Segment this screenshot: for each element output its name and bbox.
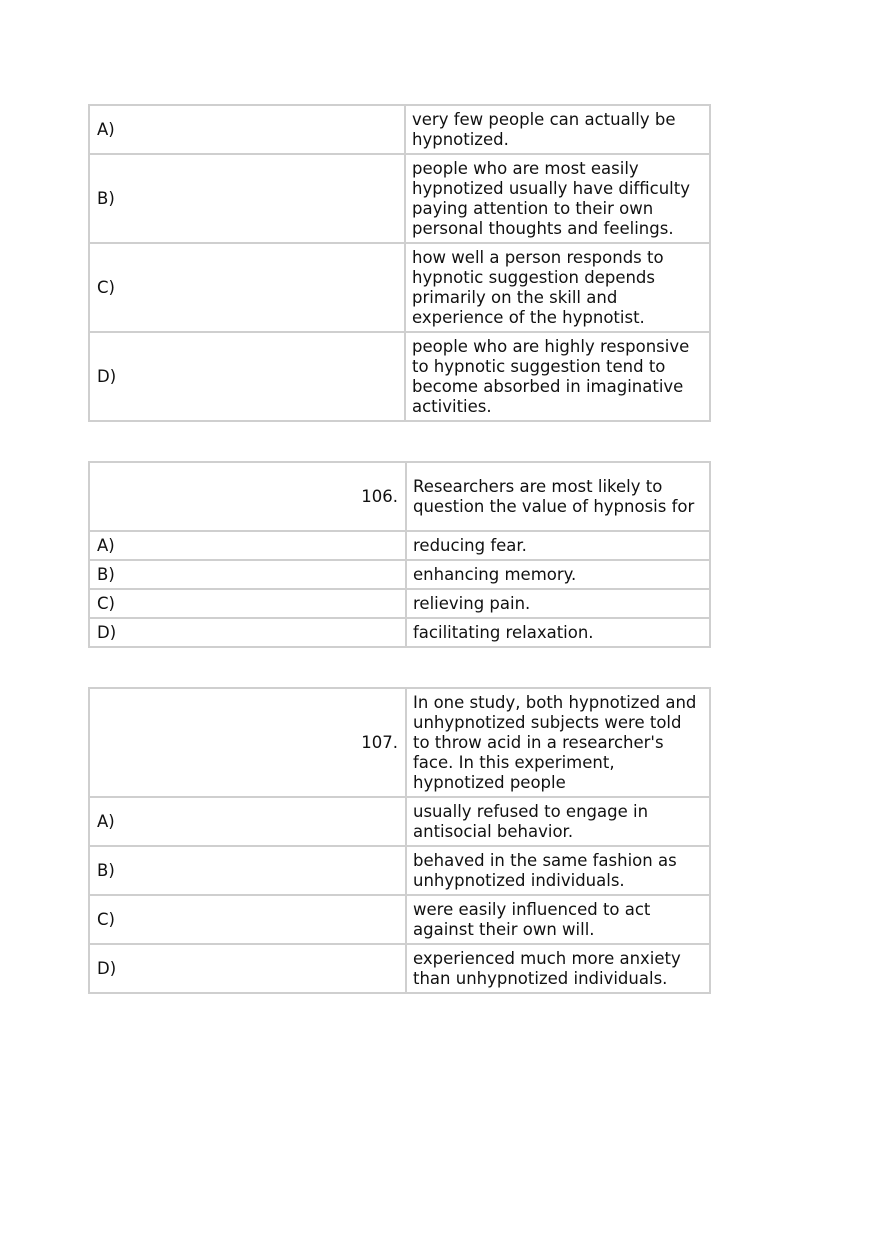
option-label: A) <box>89 531 406 560</box>
option-text: how well a person responds to hypnotic suggestion depends primarily on the skill and experience of the hypnotist. <box>405 243 710 332</box>
question-text: Researchers are most likely to question the value of hypnosis for <box>406 462 710 531</box>
question-number: 106. <box>89 462 406 531</box>
option-text: were easily influenced to act against their own will. <box>406 895 710 944</box>
answer-table-continued <box>88 104 711 422</box>
option-row-c <box>89 243 710 332</box>
question-text: In one study, both hypnotized and unhypnotized subjects were told to throw acid in a researcher's face. In this experiment, hypnotized people <box>406 688 710 797</box>
option-row-d <box>89 618 710 647</box>
option-label: C) <box>89 895 406 944</box>
option-label: C) <box>89 589 406 618</box>
option-text: people who are highly responsive to hypnotic suggestion tend to become absorbed in imaginative activities. <box>405 332 710 421</box>
option-text: usually refused to engage in antisocial behavior. <box>406 797 710 846</box>
option-row-b <box>89 846 710 895</box>
option-label: A) <box>89 105 405 154</box>
question-table-106 <box>88 461 711 648</box>
option-row-a <box>89 105 710 154</box>
question-number: 107. <box>89 688 406 797</box>
option-label: A) <box>89 797 406 846</box>
option-label: D) <box>89 944 406 993</box>
option-label: B) <box>89 154 405 243</box>
option-text: reducing fear. <box>406 531 710 560</box>
question-row <box>89 462 710 531</box>
option-row-c <box>89 589 710 618</box>
question-table-107 <box>88 687 711 994</box>
option-label: B) <box>89 560 406 589</box>
option-row-b <box>89 154 710 243</box>
question-row <box>89 688 710 797</box>
option-text: very few people can actually be hypnotized. <box>405 105 710 154</box>
option-label: C) <box>89 243 405 332</box>
option-row-c <box>89 895 710 944</box>
option-text: relieving pain. <box>406 589 710 618</box>
option-text: experienced much more anxiety than unhypnotized individuals. <box>406 944 710 993</box>
option-text: enhancing memory. <box>406 560 710 589</box>
option-text: people who are most easily hypnotized usually have difﬁculty paying attention to their own personal thoughts and feelings. <box>405 154 710 243</box>
option-text: facilitating relaxation. <box>406 618 710 647</box>
option-label: B) <box>89 846 406 895</box>
option-label: D) <box>89 618 406 647</box>
option-row-b <box>89 560 710 589</box>
option-row-d <box>89 332 710 421</box>
option-row-a <box>89 797 710 846</box>
option-row-a <box>89 531 710 560</box>
option-text: behaved in the same fashion as unhypnotized individuals. <box>406 846 710 895</box>
option-row-d <box>89 944 710 993</box>
option-label: D) <box>89 332 405 421</box>
